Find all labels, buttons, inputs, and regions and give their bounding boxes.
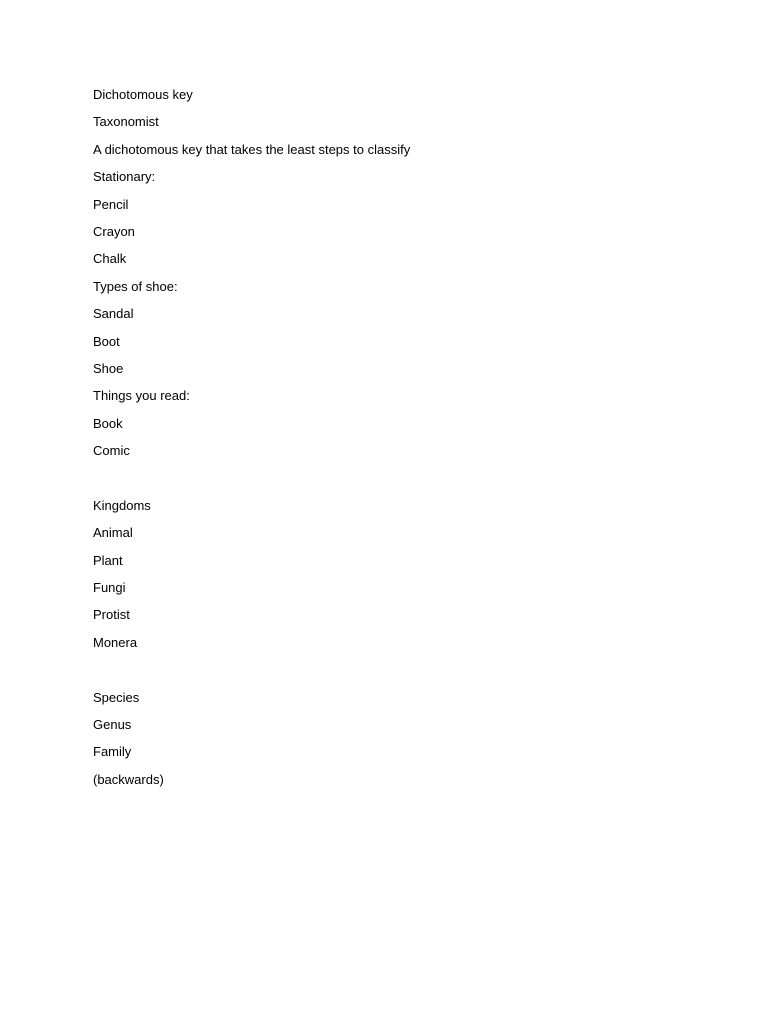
doc-line-7: Chalk xyxy=(93,251,127,267)
doc-line-24: Genus xyxy=(93,716,132,732)
doc-line-4: Stationary: xyxy=(93,169,156,185)
doc-line-12: Things you read: xyxy=(93,388,190,404)
doc-line-20: Protist xyxy=(93,607,130,623)
doc-line-5: Pencil xyxy=(93,196,129,212)
doc-line-17: Animal xyxy=(93,525,133,541)
doc-line-13: Book xyxy=(93,415,123,431)
doc-line-8: Types of shoe: xyxy=(93,278,178,294)
doc-line-9: Sandal xyxy=(93,306,134,322)
doc-line-2: Taxonomist xyxy=(93,114,159,130)
doc-line-16: Kingdoms xyxy=(93,497,151,513)
doc-line-19: Fungi xyxy=(93,580,126,596)
doc-blank-line-2 xyxy=(93,661,768,688)
doc-line-3: A dichotomous key that takes the least steps to classify xyxy=(93,141,411,157)
doc-line-23: Species xyxy=(93,689,140,705)
doc-line-25: Family xyxy=(93,744,132,760)
doc-line-14: Comic xyxy=(93,443,130,459)
doc-line-26: (backwards) xyxy=(93,771,164,787)
doc-line-18: Plant xyxy=(93,552,123,568)
doc-line-21: Monera xyxy=(93,634,138,650)
doc-line-6: Crayon xyxy=(93,223,135,239)
doc-line-1: Dichotomous key xyxy=(93,87,193,102)
doc-line-11: Shoe xyxy=(93,360,124,376)
doc-line-10: Boot xyxy=(93,333,120,349)
doc-blank-line-1 xyxy=(93,469,768,496)
